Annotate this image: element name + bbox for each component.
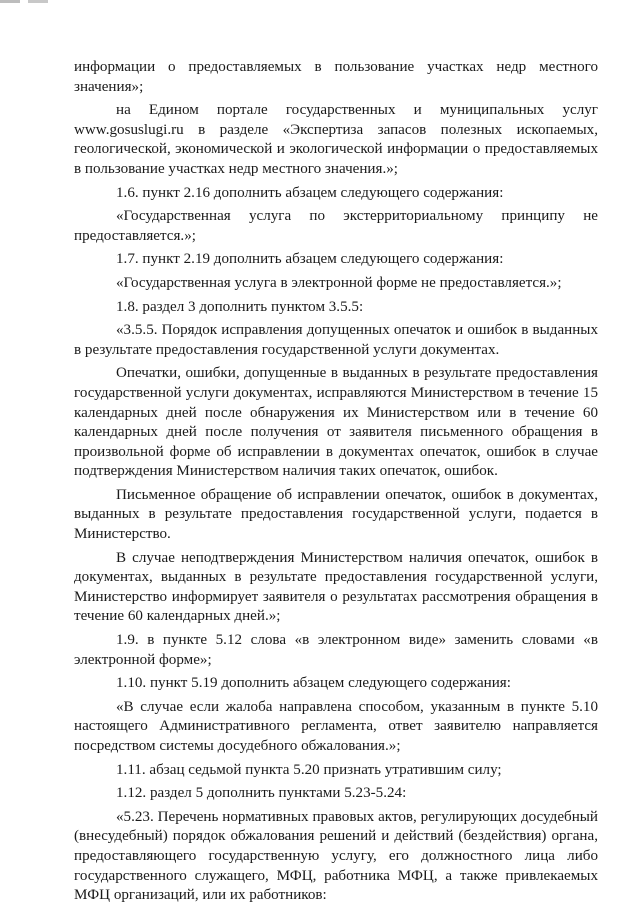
paragraph-3: 1.6. пункт 2.16 дополнить абзацем следующего содержания: [116,184,504,201]
paragraph-5: 1.7. пункт 2.19 дополнить абзацем следующего содержания: [116,251,504,268]
document-page [74,58,598,906]
paragraph-8: «3.5.5. Порядок исправления допущенных опечаток и ошибок в выданных в результате предоставления государственной услуги документах. [74,322,598,358]
paragraph-2: на Едином портале государственных и муниципальных услуг www.gosuslugi.ru в разделе «Экспертиза запасов полезных ископаемых, геологической, экономической и экологической информации о предоставляемых в пользование участках недр местного значения.»; [74,102,598,177]
paragraph-15: 1.11. абзац седьмой пункта 5.20 признать утратившим силу; [116,761,502,778]
paragraph-7: 1.8. раздел 3 дополнить пунктом 3.5.5: [116,298,364,315]
paragraph-1: информации о предоставляемых в пользование участках недр местного значения»; [74,59,598,95]
paragraph-11: В случае неподтверждения Министерством наличия опечаток, ошибок в документах, выданных в результате предоставления государственной услуги, Министерство информирует заявителя о результатах рассмотрения обращения в течение 60 календарных дней.»; [74,549,598,625]
paragraph-16: 1.12. раздел 5 дополнить пунктами 5.23-5.24: [116,785,407,802]
paragraph-14: «В случае если жалоба направлена способом, указанным в пункте 5.10 настоящего Административного регламента, ответ заявителю направляется посредством системы досудебного обжалования.»; [74,698,598,754]
paragraph-4: «Государственная услуга по экстерриториальному принципу не предоставляется.»; [74,208,598,244]
paragraph-9: Опечатки, ошибки, допущенные в выданных в результате предоставления государственной услуги документах, исправляются Министерством в течение 15 календарных дней после обнаружения их Министерством или в течение 60 календарных дней после получения от заявителя письменного обращения в произвольной форме об исправлении в документах опечаток, ошибок в случае подтверждения Министерством наличия таких опечаток, ошибок. [74,365,598,480]
paragraph-12: 1.9. в пункте 5.12 слова «в электронном виде» заменить словами «в электронной форме»; [74,632,598,668]
paragraph-17: «5.23. Перечень нормативных правовых актов, регулирующих досудебный (внесудебный) порядок обжалования решений и действий (бездействия) органа, предоставляющего государственную услугу, его должностного лица либо государственного служащего, МФЦ, работника МФЦ, а также привлекаемых МФЦ организаций, или их работников: [74,808,598,904]
paragraph-10: Письменное обращение об исправлении опечаток, ошибок в документах, выданных в результате предоставления государственной услуги, подается в Министерство. [74,486,598,543]
paragraph-13: 1.10. пункт 5.19 дополнить абзацем следующего содержания: [116,675,511,692]
scan-edge-artifact [0,0,62,3]
paragraph-6: «Государственная услуга в электронной форме не предоставляется.»; [116,274,562,291]
